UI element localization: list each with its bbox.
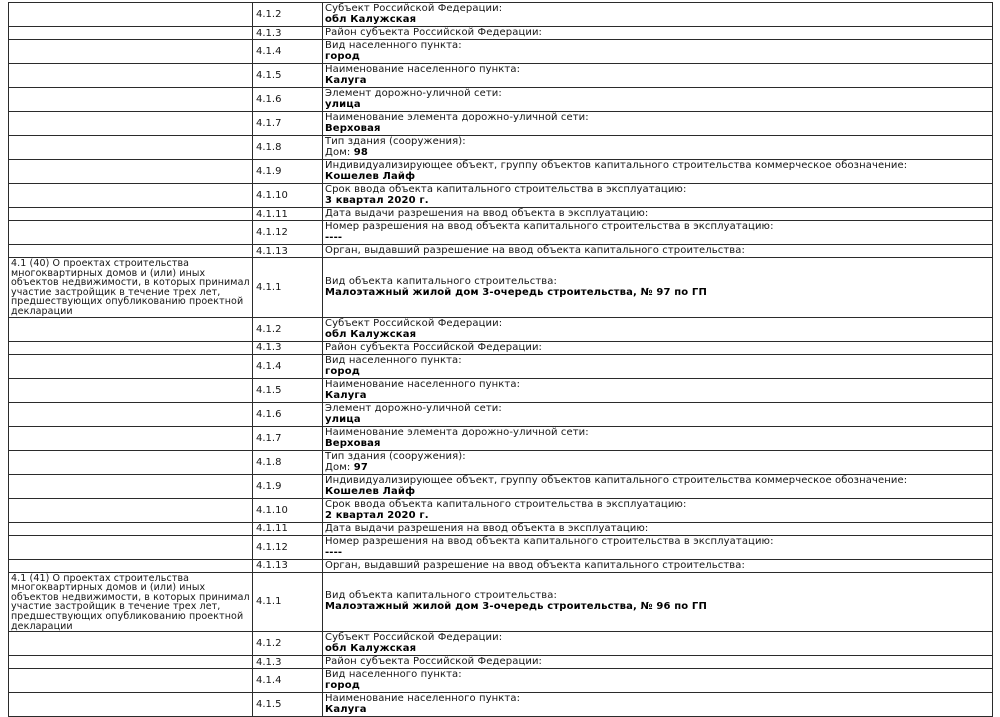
row-number-cell — [253, 258, 323, 318]
row-number-cell — [253, 669, 323, 693]
row-number-cell — [253, 160, 323, 184]
row-content-cell — [323, 522, 993, 535]
row-number: 4.1.4 — [256, 675, 282, 687]
block-description-cell — [9, 317, 253, 341]
row-content-cell — [323, 341, 993, 354]
row-number-cell — [253, 40, 323, 64]
block-title: 4.1 (41) О проектах строительства многоквартирных домов и (или) иных объектов недвижимости, в которых принимал участие застройщик в течение трех лет, предшествующих опубликованию проектной декларации — [11, 572, 250, 632]
row-content-cell — [323, 184, 993, 208]
row-value-text: город — [325, 680, 360, 692]
block-description-cell — [9, 656, 253, 669]
row-number-cell — [253, 632, 323, 656]
row-value — [325, 329, 989, 340]
block-description-cell — [9, 136, 253, 160]
table-row — [9, 656, 993, 669]
row-number-cell — [253, 64, 323, 88]
row-number-cell — [253, 378, 323, 402]
row-number: 4.1.8 — [256, 456, 282, 468]
row-value — [325, 14, 989, 25]
row-label: Субъект Российской Федерации: — [325, 632, 503, 644]
row-number-cell — [253, 474, 323, 498]
row-label: Номер разрешения на ввод объекта капитального строительства в эксплуатацию: — [325, 535, 774, 547]
row-value-text: Малоэтажный жилой дом 3-очередь строительства, № 96 по ГП — [325, 601, 707, 613]
row-number-cell — [253, 112, 323, 136]
row-value-text: обл Калужская — [325, 328, 417, 340]
row-label: Наименование элемента дорожно-уличной сети: — [325, 426, 589, 438]
row-value — [325, 414, 989, 425]
row-value — [325, 680, 989, 691]
row-number: 4.1.2 — [256, 638, 282, 650]
block-title: 4.1 (40) О проектах строительства многоквартирных домов и (или) иных объектов недвижимости, в которых принимал участие застройщик в течение трех лет, предшествующих опубликованию проектной декларации — [11, 258, 250, 317]
row-value-text: город — [325, 365, 360, 377]
table-row — [9, 258, 993, 318]
row-number: 4.1.3 — [256, 342, 282, 354]
row-number: 4.1.5 — [256, 384, 282, 396]
row-number: 4.1.10 — [256, 190, 288, 201]
row-number-cell — [253, 535, 323, 559]
row-label: Наименование населенного пункта: — [325, 64, 521, 75]
row-label: Вид объекта капитального строительства: — [325, 275, 557, 287]
block-description-cell — [9, 354, 253, 378]
table-row — [9, 402, 993, 426]
row-label: Вид населенного пункта: — [325, 669, 462, 681]
row-label: Наименование населенного пункта: — [325, 378, 521, 390]
block-description-cell — [9, 221, 253, 245]
row-label: Срок ввода объекта капитального строительства в эксплуатацию: — [325, 184, 687, 195]
row-value-text: Калуга — [325, 704, 367, 716]
row-value — [325, 462, 989, 473]
table-row — [9, 88, 993, 112]
row-label: Дата выдачи разрешения на ввод объекта в эксплуатацию: — [325, 522, 649, 534]
row-content-cell — [323, 535, 993, 559]
table-row — [9, 450, 993, 474]
table-row — [9, 317, 993, 341]
row-number-cell — [253, 341, 323, 354]
row-value — [325, 486, 989, 497]
block-description-cell — [9, 450, 253, 474]
row-content-cell — [323, 498, 993, 522]
table-row — [9, 341, 993, 354]
block-description-cell — [9, 535, 253, 559]
row-content-cell — [323, 88, 993, 112]
row-content-cell — [323, 632, 993, 656]
row-number: 4.1.4 — [256, 46, 282, 57]
table-row — [9, 160, 993, 184]
table-row — [9, 221, 993, 245]
row-number-cell — [253, 208, 323, 221]
row-label: Субъект Российской Федерации: — [325, 3, 503, 14]
row-content-cell — [323, 112, 993, 136]
row-content-cell — [323, 258, 993, 318]
row-value — [325, 366, 989, 377]
row-content-cell — [323, 40, 993, 64]
row-content-cell — [323, 354, 993, 378]
row-number: 4.1.5 — [256, 699, 282, 711]
row-label: Наименование элемента дорожно-уличной сети: — [325, 112, 589, 123]
table-row — [9, 27, 993, 40]
row-content-cell — [323, 693, 993, 717]
row-value-text: 3 квартал 2020 г. — [325, 195, 429, 206]
row-number-cell — [253, 88, 323, 112]
block-description-cell — [9, 208, 253, 221]
row-label: Наименование населенного пункта: — [325, 693, 521, 705]
row-content-cell — [323, 245, 993, 258]
declaration-table — [8, 2, 993, 717]
table-row — [9, 474, 993, 498]
row-value-prefix: Дом: — [325, 147, 354, 158]
block-description-cell — [9, 474, 253, 498]
block-description-cell — [9, 160, 253, 184]
row-number: 4.1.9 — [256, 480, 282, 492]
block-description-cell — [9, 112, 253, 136]
row-number-cell — [253, 27, 323, 40]
row-label: Вид населенного пункта: — [325, 354, 462, 366]
row-value — [325, 601, 989, 612]
row-number-cell — [253, 450, 323, 474]
row-value-text: обл Калужская — [325, 643, 417, 655]
row-label: Срок ввода объекта капитального строительства в эксплуатацию: — [325, 498, 687, 510]
row-value — [325, 510, 989, 521]
block-description-cell — [9, 245, 253, 258]
row-content-cell — [323, 3, 993, 27]
row-number: 4.1.1 — [256, 281, 282, 293]
row-label: Вид объекта капитального строительства: — [325, 590, 557, 602]
row-value — [325, 123, 989, 134]
row-number-cell — [253, 559, 323, 572]
row-content-cell — [323, 426, 993, 450]
row-number: 4.1.3 — [256, 656, 282, 668]
row-value-text: 97 — [353, 461, 368, 473]
table-row — [9, 354, 993, 378]
table-row — [9, 208, 993, 221]
block-description-cell — [9, 522, 253, 535]
row-number-cell — [253, 245, 323, 258]
block-description-cell — [9, 64, 253, 88]
block-description-cell — [9, 572, 253, 632]
row-value — [325, 75, 989, 86]
table-row — [9, 669, 993, 693]
row-number: 4.1.2 — [256, 323, 282, 335]
row-value-text: город — [325, 51, 360, 62]
row-value — [325, 147, 989, 158]
table-row — [9, 378, 993, 402]
block-description-cell — [9, 27, 253, 40]
table-row — [9, 426, 993, 450]
row-number-cell — [253, 498, 323, 522]
row-label: Индивидуализирующее объект, группу объектов капитального строительства коммерческое обозначение: — [325, 160, 908, 171]
row-number: 4.1.7 — [256, 432, 282, 444]
table-row — [9, 184, 993, 208]
block-description-cell — [9, 378, 253, 402]
row-number-cell — [253, 522, 323, 535]
row-value-text: ---- — [325, 232, 343, 243]
table-row — [9, 693, 993, 717]
row-label: Субъект Российской Федерации: — [325, 317, 503, 329]
row-content-cell — [323, 64, 993, 88]
row-content-cell — [323, 450, 993, 474]
block-description-cell — [9, 258, 253, 318]
row-value — [325, 232, 989, 243]
row-number-cell — [253, 572, 323, 632]
table-row — [9, 522, 993, 535]
row-value-text: Калуга — [325, 75, 367, 86]
row-value-text: Кошелев Лайф — [325, 171, 416, 182]
row-content-cell — [323, 656, 993, 669]
row-value-text: улица — [325, 413, 361, 425]
row-number-cell — [253, 184, 323, 208]
row-number-cell — [253, 3, 323, 27]
table-row — [9, 136, 993, 160]
row-content-cell — [323, 317, 993, 341]
block-description-cell — [9, 88, 253, 112]
table-row — [9, 498, 993, 522]
row-label: Индивидуализирующее объект, группу объектов капитального строительства коммерческое обозначение: — [325, 474, 908, 486]
row-content-cell — [323, 402, 993, 426]
row-value — [325, 51, 989, 62]
row-content-cell — [323, 474, 993, 498]
table-row — [9, 64, 993, 88]
row-value-text: улица — [325, 99, 361, 110]
row-value — [325, 171, 989, 182]
row-content-cell — [323, 559, 993, 572]
row-number-cell — [253, 354, 323, 378]
row-number: 4.1.4 — [256, 360, 282, 372]
row-content-cell — [323, 160, 993, 184]
row-number: 4.1.13 — [256, 245, 288, 257]
row-content-cell — [323, 221, 993, 245]
row-label: Элемент дорожно-уличной сети: — [325, 88, 502, 99]
row-content-cell — [323, 136, 993, 160]
row-label: Орган, выдавший разрешение на ввод объекта капитального строительства: — [325, 559, 745, 571]
block-description-cell — [9, 559, 253, 572]
table-row — [9, 112, 993, 136]
row-content-cell — [323, 669, 993, 693]
block-description-cell — [9, 402, 253, 426]
row-label: Район субъекта Российской Федерации: — [325, 341, 543, 353]
block-description-cell — [9, 669, 253, 693]
table-row — [9, 535, 993, 559]
table-row — [9, 559, 993, 572]
row-number: 4.1.12 — [256, 227, 288, 238]
row-value-text: Верховая — [325, 123, 381, 134]
row-number: 4.1.6 — [256, 408, 282, 420]
row-value-text: Кошелев Лайф — [325, 485, 416, 497]
row-number: 4.1.5 — [256, 70, 282, 81]
row-value-prefix: Дом: — [325, 461, 354, 473]
row-number: 4.1.6 — [256, 94, 282, 105]
row-number: 4.1.10 — [256, 504, 288, 516]
row-number: 4.1.9 — [256, 166, 282, 177]
row-number: 4.1.7 — [256, 118, 282, 129]
block-description-cell — [9, 184, 253, 208]
row-number: 4.1.13 — [256, 560, 288, 572]
block-description-cell — [9, 341, 253, 354]
row-number-cell — [253, 693, 323, 717]
row-label: Орган, выдавший разрешение на ввод объекта капитального строительства: — [325, 245, 745, 256]
row-number-cell — [253, 656, 323, 669]
row-value — [325, 99, 989, 110]
table-row — [9, 40, 993, 64]
row-label: Тип здания (сооружения): — [325, 136, 466, 147]
row-number-cell — [253, 402, 323, 426]
row-number: 4.1.8 — [256, 142, 282, 153]
row-label: Район субъекта Российской Федерации: — [325, 27, 543, 38]
row-label: Тип здания (сооружения): — [325, 450, 466, 462]
block-description-cell — [9, 3, 253, 27]
row-number: 4.1.1 — [256, 596, 282, 608]
row-label: Элемент дорожно-уличной сети: — [325, 402, 502, 414]
row-label: Район субъекта Российской Федерации: — [325, 656, 543, 668]
table-row — [9, 3, 993, 27]
table-row — [9, 245, 993, 258]
row-value — [325, 704, 989, 715]
declaration-table-body — [9, 3, 993, 717]
row-value-text: обл Калужская — [325, 14, 417, 25]
row-number: 4.1.3 — [256, 27, 282, 39]
row-value — [325, 195, 989, 206]
row-number-cell — [253, 317, 323, 341]
block-description-cell — [9, 693, 253, 717]
row-number-cell — [253, 426, 323, 450]
row-label: Дата выдачи разрешения на ввод объекта в эксплуатацию: — [325, 208, 649, 219]
row-value-text: Малоэтажный жилой дом 3-очередь строительства, № 97 по ГП — [325, 286, 707, 298]
block-description-cell — [9, 40, 253, 64]
row-label: Номер разрешения на ввод объекта капитального строительства в эксплуатацию: — [325, 221, 774, 232]
row-value — [325, 547, 989, 558]
row-value — [325, 643, 989, 654]
table-row — [9, 572, 993, 632]
row-number-cell — [253, 136, 323, 160]
row-number: 4.1.11 — [256, 523, 288, 535]
row-number: 4.1.11 — [256, 208, 288, 220]
row-label: Вид населенного пункта: — [325, 40, 462, 51]
row-number-cell — [253, 221, 323, 245]
row-value-text: ---- — [325, 546, 343, 558]
row-value — [325, 438, 989, 449]
row-value-text: 98 — [353, 147, 368, 158]
row-number: 4.1.12 — [256, 541, 288, 553]
row-content-cell — [323, 208, 993, 221]
block-description-cell — [9, 498, 253, 522]
block-description-cell — [9, 632, 253, 656]
row-number: 4.1.2 — [256, 9, 282, 20]
row-value-text: 2 квартал 2020 г. — [325, 509, 429, 521]
row-content-cell — [323, 572, 993, 632]
row-value-text: Верховая — [325, 437, 381, 449]
row-value-text: Калуга — [325, 389, 367, 401]
row-value — [325, 287, 989, 298]
block-description-cell — [9, 426, 253, 450]
row-value — [325, 390, 989, 401]
row-content-cell — [323, 378, 993, 402]
row-content-cell — [323, 27, 993, 40]
table-row — [9, 632, 993, 656]
